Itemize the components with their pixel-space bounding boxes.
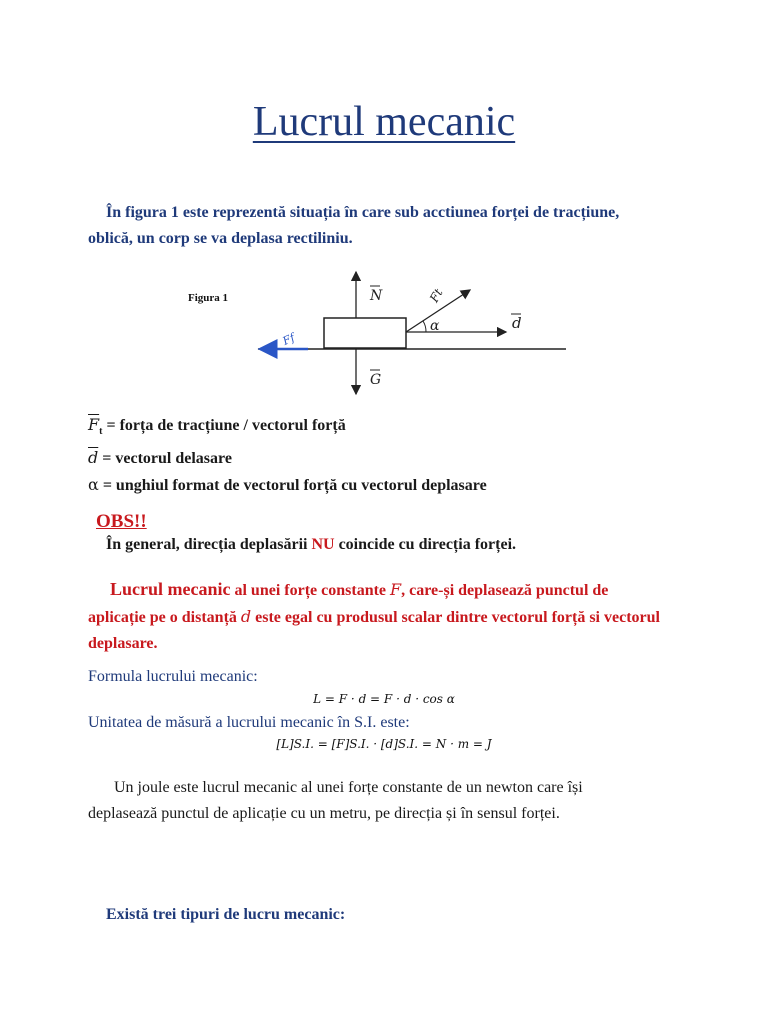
angle-arc — [423, 321, 426, 332]
definition-text: al unei forțe constante — [230, 582, 391, 599]
definition-line-3: deplasare. — [88, 635, 158, 652]
traction-force-label: Ft — [426, 286, 446, 305]
obs-text — [106, 532, 516, 558]
joule-line-1: Un joule este lucrul mecanic al unei forțe constante de un newton care își — [114, 779, 583, 796]
definition-text: = vectorul delasare — [98, 450, 232, 468]
definition-text: este egal cu produsul scalar dintre vectorul forță si vectorul — [251, 609, 660, 626]
obs-text-after: coincide cu direcția forței. — [334, 536, 517, 553]
unit-heading: Unitatea de măsură a lucrului mecanic în S.I. este: — [88, 714, 410, 731]
intro-line-2: oblică, un corp se va deplasa rectiliniu. — [88, 230, 353, 247]
definition-text: , care-și deplasează punctul de — [401, 582, 609, 599]
intro-paragraph — [88, 200, 619, 252]
body-block — [324, 318, 406, 348]
symbol-f: $\overline{F}$ — [88, 415, 100, 434]
obs-highlight: NU — [311, 536, 335, 553]
symbol-subscript: t — [99, 426, 103, 438]
definition-item — [88, 445, 487, 472]
obs-text-before: În general, direcția deplasării — [106, 536, 312, 553]
friction-force-label: Ff — [280, 331, 297, 348]
definition-item — [88, 472, 487, 499]
symbol-d: d — [240, 607, 252, 626]
work-formula: L = F · d = F · d · cos α — [313, 692, 455, 706]
definition-line-1 — [88, 576, 660, 604]
figure-label: Figura 1 — [188, 292, 229, 304]
symbol-d: $\overline{d}$ — [88, 448, 99, 468]
definition-item — [88, 412, 487, 445]
definition-term: Lucrul mecanic — [110, 579, 231, 599]
definition-text: = forța de tracțiune / vectorul forță — [102, 417, 346, 434]
alpha-label: α — [430, 318, 440, 334]
page-title: Lucrul mecanic — [252, 99, 516, 145]
definition-block — [88, 576, 660, 657]
definition-line-2 — [88, 604, 660, 631]
symbol-alpha: α — [88, 475, 99, 495]
intro-line-1: În figura 1 este reprezentă situația în care sub acctiunea forței de tracțiune, — [106, 204, 620, 221]
unit-formula: [L]S.I. = [F]S.I. · [d]S.I. = N · m = J — [276, 737, 492, 751]
definition-text: = unghiul format de vectorul forță cu vectorul deplasare — [98, 477, 487, 495]
displacement-label: d — [512, 314, 522, 332]
joule-line-2: deplasează punctul de aplicație cu un metru, pe direcția și în sensul forței. — [88, 805, 560, 822]
obs-heading: OBS!! — [96, 511, 147, 532]
force-diagram — [248, 266, 572, 398]
types-heading: Există trei tipuri de lucru mecanic: — [106, 906, 346, 923]
normal-force-label: N — [370, 288, 383, 304]
symbol-f: F — [390, 580, 402, 599]
definitions-list — [88, 412, 487, 499]
weight-label: G — [370, 372, 382, 388]
definition-text: aplicație pe o distanță — [88, 609, 241, 626]
joule-paragraph — [88, 775, 583, 827]
formula-heading: Formula lucrului mecanic: — [88, 668, 258, 685]
